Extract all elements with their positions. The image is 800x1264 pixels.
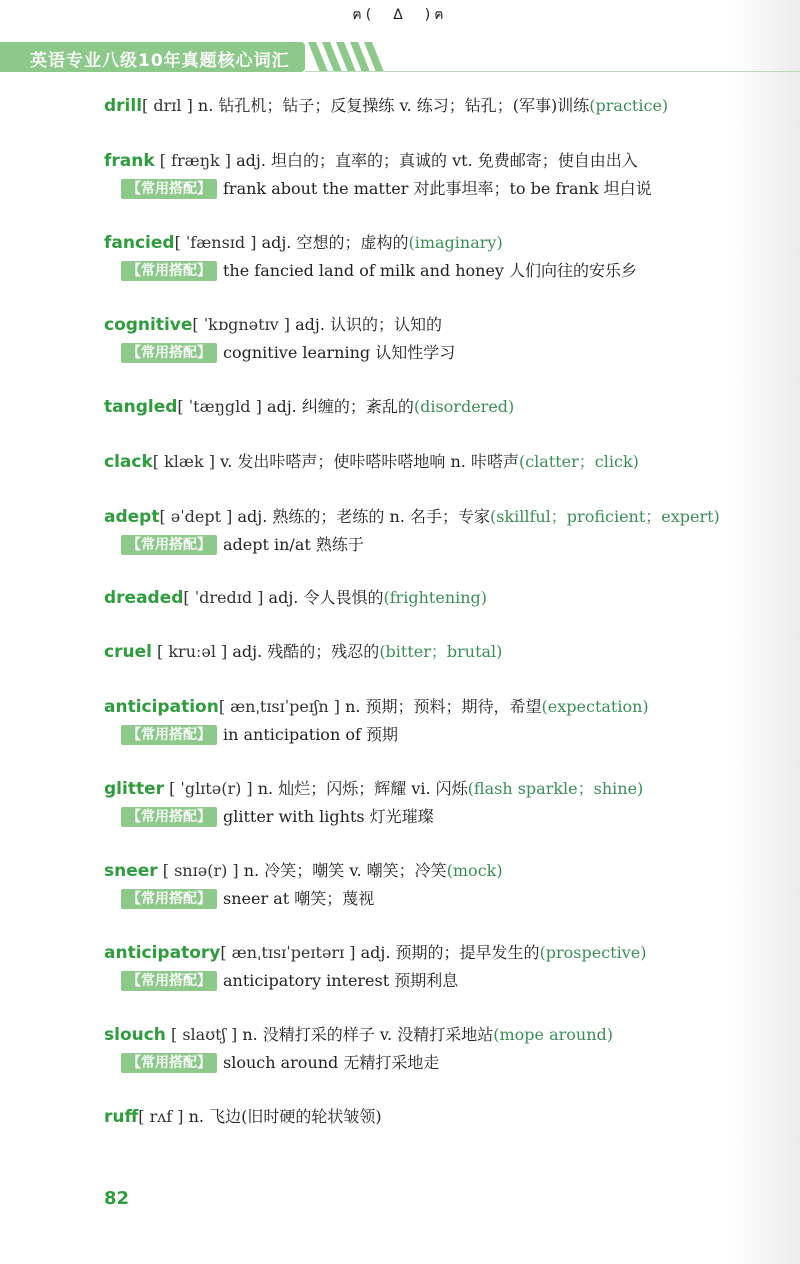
headword: ruff bbox=[104, 1107, 139, 1127]
headword: glitter bbox=[104, 779, 164, 799]
definition: n. 预期；预料；期待，希望 bbox=[345, 697, 542, 716]
definition: adj. 熟练的；老练的 n. 名手；专家 bbox=[237, 507, 490, 526]
entry-main-line bbox=[104, 311, 764, 339]
collocation-text: sneer at 嘲笑；蔑视 bbox=[223, 889, 375, 908]
headword: adept bbox=[104, 507, 160, 527]
synonym: (practice) bbox=[589, 96, 669, 115]
entry-main-line bbox=[104, 939, 764, 967]
definition: n. 冷笑；嘲笑 v. 嘲笑；冷笑 bbox=[243, 861, 447, 880]
header-band bbox=[0, 42, 800, 72]
headword: clack bbox=[104, 452, 153, 472]
definition: n. 飞边(旧时硬的轮状皱领) bbox=[188, 1107, 382, 1126]
headword: cruel bbox=[104, 642, 152, 662]
collocation-text: the fancied land of milk and honey 人们向往的安乐乡 bbox=[223, 261, 638, 280]
definition: n. 灿烂；闪烁；辉耀 vi. 闪烁 bbox=[257, 779, 468, 798]
collocation-line bbox=[104, 721, 764, 749]
page-top-mark: ฅ( Δ )ฅ bbox=[352, 7, 448, 23]
collocation-line bbox=[104, 339, 764, 367]
entry-main-line bbox=[104, 693, 764, 721]
entry-clack bbox=[104, 448, 764, 476]
collocation-line bbox=[104, 803, 764, 831]
synonym: (mock) bbox=[446, 861, 503, 880]
collocation-badge: 【常用搭配】 bbox=[121, 179, 217, 199]
collocation-badge: 【常用搭配】 bbox=[121, 535, 217, 555]
headword: anticipatory bbox=[104, 943, 221, 963]
entry-cruel bbox=[104, 638, 764, 666]
entry-sneer bbox=[104, 857, 764, 913]
synonym: (bitter；brutal) bbox=[379, 642, 503, 661]
synonym: (flash sparkle；shine) bbox=[467, 779, 644, 798]
phonetic: [ ˈkɒgnətɪv ] bbox=[192, 315, 291, 334]
phonetic: [ fræŋk ] bbox=[159, 151, 232, 170]
phonetic: [ ˈdredɪd ] bbox=[183, 588, 264, 607]
collocation-text: cognitive learning 认知性学习 bbox=[223, 343, 456, 362]
collocation-line bbox=[104, 175, 764, 203]
collocation-text: glitter with lights 灯光璀璨 bbox=[223, 807, 434, 826]
entry-adept bbox=[104, 503, 764, 559]
entry-tangled bbox=[104, 393, 764, 421]
entry-main-line bbox=[104, 1021, 764, 1049]
entry-anticipatory bbox=[104, 939, 764, 995]
collocation-badge: 【常用搭配】 bbox=[121, 725, 217, 745]
definition: n. 没精打采的样子 v. 没精打采地站 bbox=[242, 1025, 494, 1044]
page-number: 82 bbox=[104, 1188, 130, 1209]
entry-slouch bbox=[104, 1021, 764, 1077]
collocation-text: slouch around 无精打采地走 bbox=[223, 1053, 440, 1072]
headword: anticipation bbox=[104, 697, 219, 717]
definition: adj. 纠缠的；紊乱的 bbox=[266, 397, 414, 416]
phonetic: [ əˈdept ] bbox=[159, 507, 233, 526]
definition: adj. 空想的；虚构的 bbox=[261, 233, 409, 252]
synonym: (disordered) bbox=[413, 397, 515, 416]
entry-main-line bbox=[104, 229, 764, 257]
entry-main-line bbox=[104, 393, 764, 421]
collocation-text: frank about the matter 对此事坦率；to be frank 坦白说 bbox=[223, 179, 652, 198]
entry-main-line bbox=[104, 1103, 764, 1131]
synonym: (imaginary) bbox=[408, 233, 503, 252]
headword: fancied bbox=[104, 233, 175, 253]
collocation-badge: 【常用搭配】 bbox=[121, 343, 217, 363]
definition: adj. 坦白的；直率的；真诚的 vt. 免费邮寄；使自由出入 bbox=[236, 151, 638, 170]
synonym: (expectation) bbox=[541, 697, 649, 716]
phonetic: [ ˈtæŋgld ] bbox=[177, 397, 262, 416]
entry-frank bbox=[104, 147, 764, 203]
collocation-badge: 【常用搭配】 bbox=[121, 889, 217, 909]
headword: cognitive bbox=[104, 315, 193, 335]
entry-main-line bbox=[104, 503, 764, 531]
headword: sneer bbox=[104, 861, 158, 881]
collocation-badge: 【常用搭配】 bbox=[121, 971, 217, 991]
entry-drill bbox=[104, 92, 764, 120]
synonym: (skillful；proficient；expert) bbox=[489, 507, 720, 526]
entry-glitter bbox=[104, 775, 764, 831]
phonetic: [ snɪə(r) ] bbox=[162, 861, 239, 880]
collocation-badge: 【常用搭配】 bbox=[121, 1053, 217, 1073]
phonetic: [ klæk ] bbox=[152, 452, 215, 471]
definition: adj. 认识的；认知的 bbox=[295, 315, 443, 334]
definition: adj. 残酷的；残忍的 bbox=[232, 642, 380, 661]
definition: adj. 预期的；提早发生的 bbox=[360, 943, 540, 962]
entry-anticipation bbox=[104, 693, 764, 749]
entry-main-line bbox=[104, 638, 764, 666]
collocation-badge: 【常用搭配】 bbox=[121, 807, 217, 827]
entry-main-line bbox=[104, 775, 764, 803]
header-rule bbox=[305, 71, 800, 72]
entry-main-line bbox=[104, 92, 764, 120]
collocation-line bbox=[104, 257, 764, 285]
entry-dreaded bbox=[104, 584, 764, 612]
header-bar bbox=[0, 42, 305, 72]
header-title: 英语专业八级10年真题核心词汇 bbox=[30, 51, 290, 71]
header-stripes-decoration bbox=[306, 42, 386, 72]
entry-cognitive bbox=[104, 311, 764, 367]
collocation-text: in anticipation of 预期 bbox=[223, 725, 398, 744]
collocation-line bbox=[104, 531, 764, 559]
collocation-text: adept in/at 熟练于 bbox=[223, 535, 364, 554]
entry-main-line bbox=[104, 147, 764, 175]
entry-ruff bbox=[104, 1103, 764, 1131]
entry-fancied bbox=[104, 229, 764, 285]
definition: n. 钻孔机；钻子；反复操练 v. 练习；钻孔；(军事)训练 bbox=[197, 96, 590, 115]
phonetic: [ slaʊtʃ ] bbox=[171, 1025, 238, 1044]
definition: v. 发出咔嗒声；使咔嗒咔嗒地响 n. 咔嗒声 bbox=[220, 452, 519, 471]
phonetic: [ ænˌtɪsɪˈpeɪʃn ] bbox=[218, 697, 340, 716]
headword: dreaded bbox=[104, 588, 184, 608]
phonetic: [ drɪl ] bbox=[142, 96, 193, 115]
phonetic: [ rʌf ] bbox=[138, 1107, 184, 1126]
phonetic: [ ænˌtɪsɪˈpeɪtərɪ ] bbox=[220, 943, 356, 962]
headword: tangled bbox=[104, 397, 178, 417]
headword: frank bbox=[104, 151, 155, 171]
entry-main-line bbox=[104, 584, 764, 612]
headword: slouch bbox=[104, 1025, 166, 1045]
phonetic: [ ˈfænsɪd ] bbox=[174, 233, 257, 252]
phonetic: [ kruːəl ] bbox=[157, 642, 228, 661]
collocation-line bbox=[104, 967, 764, 995]
entry-main-line bbox=[104, 448, 764, 476]
synonym: (clatter；click) bbox=[518, 452, 639, 471]
synonym: (mope around) bbox=[493, 1025, 613, 1044]
phonetic: [ ˈglɪtə(r) ] bbox=[169, 779, 253, 798]
synonym: (frightening) bbox=[383, 588, 488, 607]
collocation-text: anticipatory interest 预期利息 bbox=[223, 971, 459, 990]
synonym: (prospective) bbox=[539, 943, 647, 962]
definition: adj. 令人畏惧的 bbox=[268, 588, 384, 607]
collocation-line bbox=[104, 1049, 764, 1077]
entry-main-line bbox=[104, 857, 764, 885]
headword: drill bbox=[104, 96, 143, 116]
collocation-line bbox=[104, 885, 764, 913]
collocation-badge: 【常用搭配】 bbox=[121, 261, 217, 281]
